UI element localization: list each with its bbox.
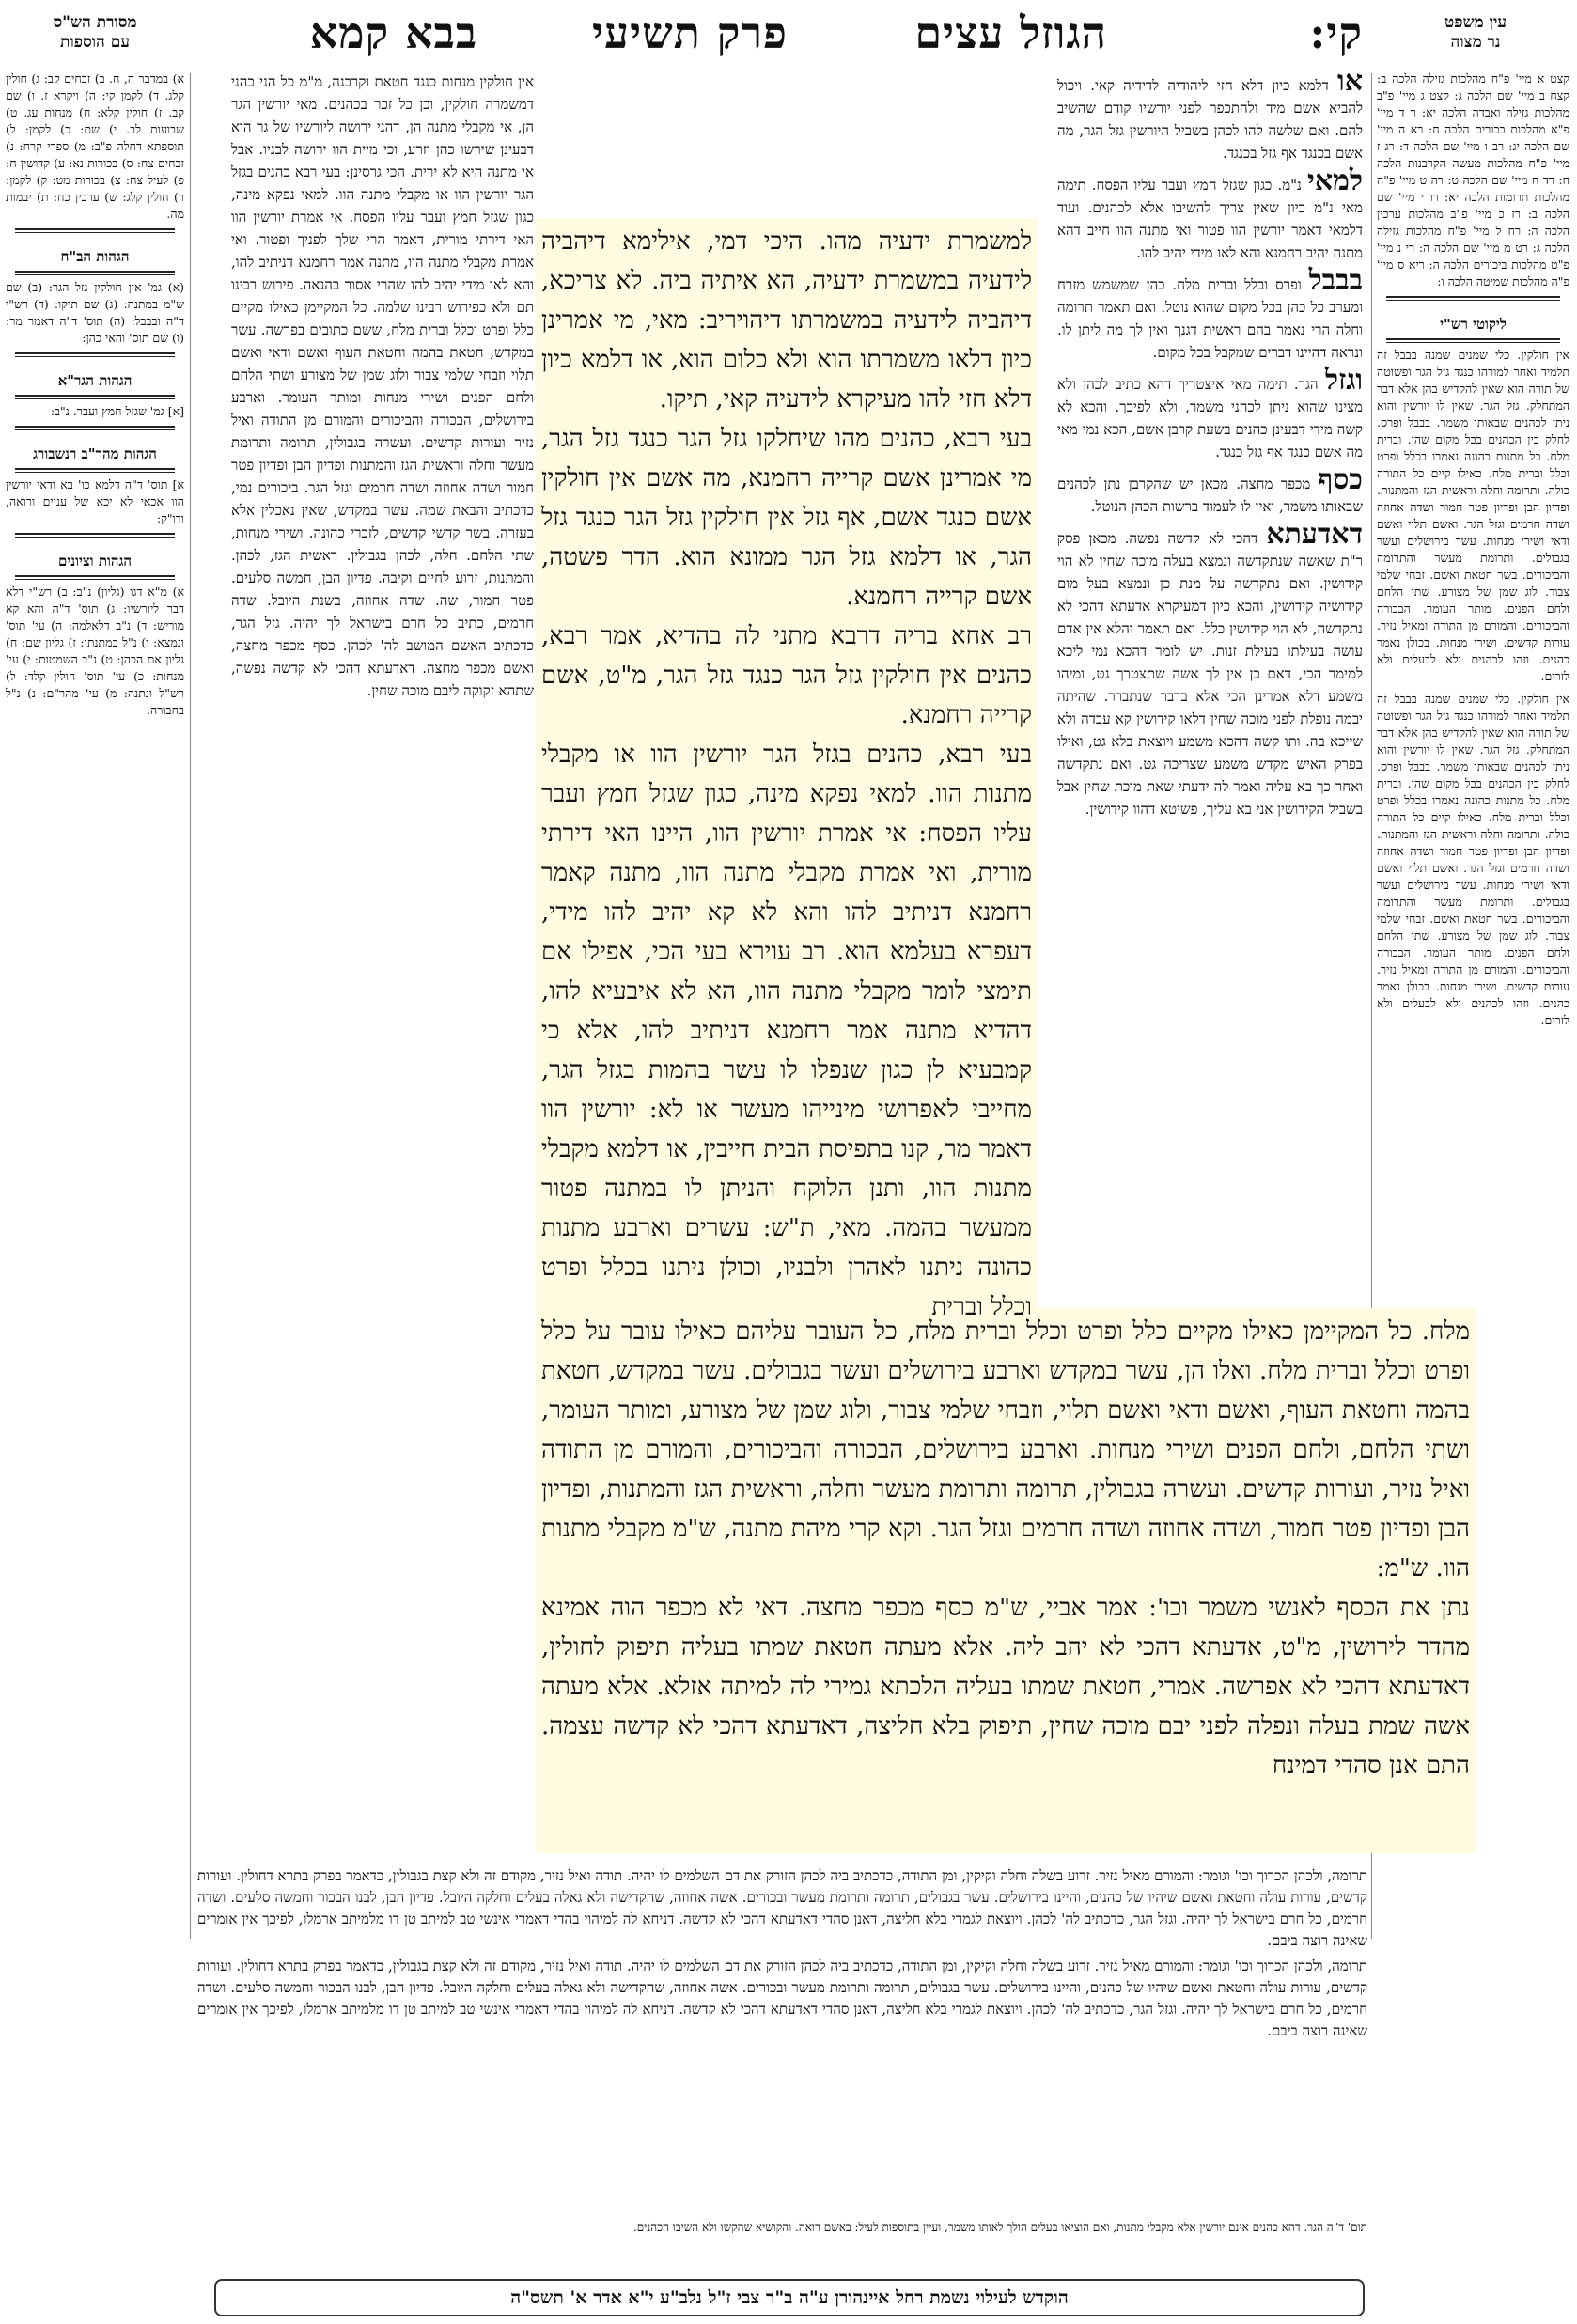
- tosafot-text: דהכי לא קדשה נפשה. מכאן פסק ר"ת שאשה שנתקדשה ונמצא בעלה מוכה שחין לא הוי קידושין. ואם נתקדשה על מנת כן ונמצא בעל מום קידושיה קידושין, והכא כיון דמעיקרא אדעתא דהכי לא נתקדשה, לא הוי קידושין כלל. ואם תאמר והלא אין אדם עושה בעילתו בעילת זנות. יש לומר דהכא נמי ליכא למימר הכי, דאם כן אין לך אשה שתצטרך גט, ומיהו משמע דלא אמרינן הכי אלא בדבר שנתברר. שהיתה יבמה נופלת לפני מוכה שחין דלאו קידושין קא עבדה ולא שייכא בה. ותו קשה דהכא משמע ויוצאת בלא גט, ואילו בפרק האיש מקדש משמע שצריכה גט. ואם נתקדשה ואחר כך בא עליה ואמר לה ידעתי שאת מוכת שחין אבל בשביל הקידושין אני בא עליך, פשיטא דהוו קידושין.: [1057, 530, 1363, 818]
- footnote-text: תום' ד"ה הגר. דהא כהנים אינם יורשין אלא מקבלי מתנות, ואם הוציאו בעלים הולך לאותו משמר, ועיין בתוספות לעיל: באשם רואה. והקושיא שהקשו ולא השיבו הכהנים.: [632, 2221, 1367, 2234]
- tosafot-text: דלמא כיון דלא חזי ליהודיה לדידיה קאי. ויכול להביא אשם מיד ולהתכפר לפני יורשיו קודם שהשיב להם. ואם שלשה להו לכהן בשביל היורשין גזל הגר, מה אשם בכנגד אף גזל בכנגד.: [1057, 77, 1363, 162]
- dibbur-hamatchil: או: [1337, 65, 1363, 98]
- tosafot-text: מכפר מחצה. מכאן יש שהקרבן נתן לכהנים שבאותו משמר, ואין לו לעמוד ברשות הכהן הנוטל.: [1057, 476, 1363, 515]
- tosafot-entry: [1057, 518, 1363, 820]
- ein-mishpat-label: עין משפט נר מצוה: [1444, 13, 1507, 52]
- dibbur-hamatchil: למאי: [1307, 164, 1363, 197]
- bottom-commentary-text-cont: תרומה, ולכהן הכרוך וכו' וגומר: והמורם מאיל נזיר. זרוע בשלה וחלה וקיקין, ומן התודה, כדכתיב ביה לכהן הזורק את דם השלמים לו יהיה. תודה ואיל נזיר, מקודם זה ולא קצת בגבולין, כדאמר בפרק בתרא דחולין. ועורות קדשים, עורות עולה וחטאת ואשם שיהיו של כהנים, והיינו בירושלים. עשר בגבולים, תרומה ותרומת מעשר ובכורים. אשה אחוזה, שהקדישה ולא גאלה בעלים וחלקה היובל. פדיון הבן, לבנו הבכור וחמשה סלעים. ושדה חרמים, כל חרם בישראל לך יהיה. וגזל הגר, כדכתיב לה' לכהן. ויוצאת לגמרי בלא חליצה, דאנן סהדי דאדעתא דהכי לא קדשה. דניחא לה למיהוי בהדי דאמרי אינשי טב למיתב טן דו מלמיתב ארמלו, לפיכך אין אומרים שאינה רוצה ביבם.: [197, 1957, 1367, 2039]
- tosafot-entry: [1057, 164, 1363, 264]
- gemara-text-lower: [541, 1312, 1470, 1849]
- chapter-name: הגוזל עצים: [914, 8, 1107, 58]
- tosafot-column: [1057, 65, 1363, 1292]
- dibbur-hamatchil: וגזל: [1325, 364, 1363, 397]
- gemara-paragraph: למשמרת ידעיה מהו. היכי דמי, אילימא דיהביה לידעיה במשמרת ידעיה, הא איתיה ביה. לא צריכא, דיהביה לידעיה במשמרתו דיהויריב: מאי, מי אמרינן כיון דלאו משמרתו הוא ולא כלום הוא, או דלמא כיון דלא חזי להו מעיקרא לידעיה קאי, תיקו.: [541, 227, 1032, 413]
- likutei-rashi-text-cont: אין חולקין. כלי שמנים שמנה בבבל זה תלמיד ואחר למורהו כנגד גזל הגר ופשוטה של תורה הוא שאין להקדיש בהן אלא דבר המתחלק. גזל הגר. שאין לו יורשין והוא ניתן לכהנים שבאותו משמר. בבבל ופרס. לחלק בין הכהנים בכל מקום שהן. וברית מלח. כל מתנות כהונה נאמרו בכלל ופרט וכלל וברית מלח. כאילו קיים כל התורה כולה. ותרומה וחלה וראשית הגז והמתנות. ופדיון הבן ופדיון פטר חמור ושדה אחוזה ושדה חרמים וגזל הגר. ואשם תלוי ואשם ודאי ושירי מנחות. עשר בירושלים ועשר בגבולים. ותרומת מעשר והתרומה והביכורים. בשר חטאת ואשם. זבחי שלמי צבור. לוג שמן של מצורע. שתי הלחם ולחם הפנים. מותר העומר. הבכורה והביכורים. והמורם מן התודה ומאיל נזיר. עורות קדשים. ושירי מנחות. בכולן נאמר כהנים. וזהו לכהנים ולא לבעלים ולא לזרים.: [1377, 692, 1569, 1027]
- section-divider: [15, 271, 175, 275]
- hagahot-maharsha-text: א] תוס' ד"ה דלמא כו' בא ודאי יורשין הוו אכאי לא יכא של עניים ורואה, ודו"ק:: [6, 477, 184, 525]
- tosafot-text: נ"מ. כגון שגזל חמץ ועבר עליו הפסח. תימה מאי נ"מ כיון שאין צריך להשיבו אלא לכהנים. ועוד דלמאי דאמר יורשין הוו פטור ואי מתנה הוו חייב דהא מתנה יהיב רחמנא והא לאו מידי יהיב להו.: [1057, 177, 1363, 261]
- footnote-line: [197, 2220, 1367, 2254]
- hagahot-habach-text: (א) גמ' אין חולקין גזל הגר: (ב) שם ש"מ במתנה: (ג) שם תיקו: (ד) רש"י ד"ה ובבבל: (ה) תוס' ד"ה דאמר מר: (ו) שם תוס' והאי כהן:: [6, 280, 184, 345]
- bottom-commentary-text: תרומה, ולכהן הכרוך וכו' וגומר: והמורם מאיל נזיר. זרוע בשלה וחלה וקיקין, ומן התודה, כדכתיב ביה לכהן הזורק את דם השלמים לו יהיה. תודה ואיל נזיר, מקודם זה ולא קצת בגבולין, כדאמר בפרק בתרא דחולין. ועורות קדשים, עורות עולה וחטאת ואשם שיהיו של כהנים, והיינו בירושלים. עשר בגבולים, תרומה ותרומת מעשר ובכורים. אשה אחוזה, שהקדישה ולא גאלה בעלים וחלקה היובל. פדיון הבן, לבנו הבכור וחמשה סלעים. ושדה חרמים, כל חרם בישראל לך יהיה. וגזל הגר, כדכתיב לה' לכהן. ויוצאת לגמרי בלא חליצה, דאנן סהדי דאדעתא דהכי לא קדשה. דניחא לה למיהוי בהדי דאמרי אינשי טב למיתב טן דו מלמיתב ארמלו, לפיכך אין אומרים שאינה רוצה ביבם.: [197, 1867, 1367, 1949]
- left-margin-column: [6, 70, 184, 1950]
- likutei-rashi-text: אין חולקין. כלי שמנים שמנה בבבל זה תלמיד ואחר למורהו כנגד גזל הגר ופשוטה של תורה הוא שאין להקדיש בהן אלא דבר המתחלק. גזל הגר. שאין לו יורשין והוא ניתן לכהנים שבאותו משמר. בבבל ופרס. לחלק בין הכהנים בכל מקום שהן. וברית מלח. כל מתנות כהונה נאמרו בכלל ופרט וכלל וברית מלח. כאילו קיים כל התורה כולה. ותרומה וחלה וראשית הגז והמתנות. ופדיון הבן ופדיון פטר חמור ושדה אחוזה ושדה חרמים וגזל הגר. ואשם תלוי ואשם ודאי ושירי מנחות. עשר בירושלים ועשר בגבולים. ותרומת מעשר והתרומה והביכורים. בשר חטאת ואשם. זבחי שלמי צבור. לוג שמן של מצורע. שתי הלחם ולחם הפנים. מותר העומר. הבכורה והביכורים. והמורם מן התודה ומאיל נזיר. עורות קדשים. ושירי מנחות. בכולן נאמר כהנים. וזהו לכהנים ולא לבעלים ולא לזרים.: [1377, 348, 1569, 683]
- tractate-name: בבא קמא: [309, 8, 477, 58]
- hagahot-hagra-title: הגהות הגר"א: [57, 372, 133, 389]
- gemara-paragraph: נתן את הכסף לאנשי משמר וכו': אמר אביי, ש"מ כסף מכפר מחצה. דאי לא מכפר הוה אמינא מהדר לירושין, מ"ט, אדעתא דהכי לא יהב ליה. אלא מעתה חטאת שמתו בעליה תיפוק לחולין, דאדעתא דהכי לא אפרשה. אמרי, חטאת שמתו בעליה הלכתא גמירי לה למיתה אזלא. אלא מעתה אשה שמת בעלה ונפלה לפני יבם מוכה שחין, תיפוק בלא חליצה, דאדעתא דהכי לא קדשה עצמה. התם אנן סהדי דמינח: [541, 1594, 1470, 1780]
- hagahot-maharsha-title: הגהות מהר"ב רנשבורג: [33, 445, 157, 462]
- dibbur-hamatchil: דאדעתא: [1266, 518, 1363, 551]
- rashi-text: אין חולקין מנחות כנגד חטאת וקרבנה, מ"מ כל הני כהני דמשמרה חולקין, וכן כל זכר בכהנים. מאי יורשין הגר הן, אי מקבלי מתנה הן, דהני ירושה ליורשיו של גר הוא דבעינן שירשו כהן וזרע, וכי מיית הוו ירושה לבניו. אבל אי מתנה היא לא ירית. הכי גרסינן: בעי רבא כהנים בגזל הגר יורשין הוו או מקבלי מתנה הוו. למאי נפקא מינה, כגון שגזל חמץ ועבר עליו הפסח. אי אמרת יורשין הוו האי דירתי מורית, דאמר הרי שלך לפניך ופטור. ואי אמרת מקבלי מתנה הוו, מתנה אמר רחמנא דניתיב להו, והא לאו מידי יהיב להו שהרי אסור בהנאה. פירוש רבינו תם ולא כפירוש רבינו שלמה. כל המקיימן כאילו מקיים כלל ופרט וכלל וברית מלח, ששם כתובים בפרשה. עשר במקדש, חטאת בהמה וחטאת העוף ואשם ודאי ואשם תלוי וזבחי שלמי צבור ולוג שמן של מצורע ושתי הלחם ולחם הפנים ושירי מנחות ומותר העומר. וארבע בירושלים, הבכורה והביכורים והמורם מן התודה ואיל נזיר ועורות קדשים. ועשרה בגבולין, תרומה ותרומת מעשר וחלה וראשית הגז והמתנות ופדיון הבן ופדיון פטר חמור ושדה אחוזה ושדה חרמים וגזל הגר. ביכורים נמי, כדכתיב והבאת שמה. עשר במקדש, שאין נאכלין אלא בעזרה. בשר קדשי קדשים, לזכרי כהונה. ושירי מנחות, שתי הלחם. חלה, לכהן בגבולין. ראשית הגז, לכהן. והמתנות, זרוע לחיים וקיבה. פדיון הבן, חמשה סלעים. פטר חמור, שה. שדה אחוזה, בשנת היובל. שדה חרמים, כתיב כל חרם בישראל לך יהיה. גזל הגר, כדכתיב האשם המושב לה' לכהן. כסף מכפר מחצה, ואשם מכפר מחצה. דאדעתא דהכי לא קדשה נפשה, שתהא זקוקה ליבם מוכה שחין.: [231, 73, 534, 699]
- likutei-rashi-title: ליקוטי רש"י: [1440, 316, 1507, 333]
- section-divider: [15, 426, 175, 430]
- section-divider: [15, 228, 175, 233]
- gemara-paragraph: מלח. כל המקיימן כאילו מקיים כלל ופרט וכלל וברית מלח, כל העובר עליהם כאילו עובר על כלל ופרט וכלל וברית מלח. ואלו הן, עשר במקדש וארבע בירושלים ועשר בגבולים. עשר במקדש, חטאת בהמה וחטאת העוף, ואשם ודאי ואשם תלוי, וזבחי שלמי צבור, ולוג שמן של מצורע, ומותר העומר, ושתי הלחם, ולחם הפנים ושירי מנחות. וארבע בירושלים, הבכורה והביכורים, והמורם מן התודה ואיל נזיר, ועורות קדשים. ועשרה בגבולין, תרומה ותרומת מעשר וחלה, וראשית הגז והמתנות, ופדיון הבן ופדיון פטר חמור, ושדה אחוזה ושדה חרמים וגזל הגר. וקא קרי מיהת מתנה, ש"מ מקבלי מתנות הוו. ש"מ:: [541, 1318, 1470, 1583]
- tosafot-entry: [1057, 364, 1363, 463]
- hagahot-vetziyunim-text: א) מ"א דגו (גליון) נ"ב: ב) רש"י דלא דבר ליורשיו: ג) תוס' ד"ה והא קא מוריש: ד) נ"ב דלאלמה: ה) עי' תוס' ונמצא: ו) נ"ל במתנתו: ז) גליון שם: ח) גליון אם הכהן: ט) נ"ב השמטות: י) עי' מנחות: כ) עי' תוס' חולין קלד: ל) רש"ל ונתנה: מ) עי' מהר"ם: נ) נ"ל בחבורה:: [6, 585, 184, 717]
- rashi-column: [231, 70, 534, 1875]
- section-divider: [1386, 296, 1560, 301]
- tosafot-text: ופרס ובלל וברית מלח. כהן שמשמש מזרח ומערב כל כהן בכל מקום שהוא נוטל. ואם תאמר תרומה וחלה הרי נאמר בהם ראשית דגנך ואין לך מה ליתן לו. ונראה דהיינו דברים שמקבל בכל מקום.: [1057, 276, 1363, 361]
- masoret-label: מסורת הש"ס עם הוספות: [53, 13, 137, 52]
- section-divider: [15, 468, 175, 473]
- hagahot-vetziyunim-title: הגהות וציונים: [57, 553, 133, 569]
- gemara-paragraph: רב אחא בריה דרבא מתני לה בהדיא, אמר רבא, כהנים אין חולקין גזל הגר כנגד גזל הגר, מ"ט, אשם קרייה רחמנא.: [541, 622, 1032, 729]
- dibbur-hamatchil: בבבל: [1308, 264, 1363, 297]
- section-divider: [15, 352, 175, 357]
- masoret-hashas-text: א) במדבר ה, ח. ב) זבחים קב: ג) חולין קלג. ד) לקמן קי: ה) ויקרא ז. ו) שם קב. ז) חולין קלא: ח) מנחות עג. ט) שבועות לב. י) שם: כ) לקמן: ל) תוספתא דחלה פ"ב: מ) ספרי קרח: נ) זבחים צח: ס) בכורות נא: ע) קדושין ח: פ) לעיל צח: צ) בכורות מט: ק) לקמן: ר) חולין קלג: ש) ערכין כח: ת) יבמות מה.: [6, 71, 184, 221]
- tosafot-entry: [1057, 264, 1363, 364]
- gemara-text-upper: [541, 222, 1032, 1321]
- section-divider: [1386, 338, 1560, 343]
- right-margin-column: [1377, 70, 1569, 2260]
- chapter-title: פרק תשיעי: [591, 8, 788, 58]
- margin-divider-left: [190, 73, 191, 1939]
- dibbur-hamatchil: כסף: [1318, 463, 1363, 496]
- gemara-paragraph: בעי רבא, כהנים בגזל הגר יורשין הוו או מקבלי מתנות הוו. למאי נפקא מינה, כגון שגזל חמץ ועבר עליו הפסח: אי אמרת יורשין הוו, היינו האי דירתי מורית, ואי אמרת מקבלי מתנה הוו, מתנה קאמר רחמנא דניתיב להו והא לא קא יהיב להו מידי, דעפרא בעלמא הוא. רב עוירא בעי הכי, אפילו אם תימצי לומר מקבלי מתנה הוו, הא לא איבעיא להו, דהדיא מתנה אמר רחמנא דניתיב להו, אלא כי קמבעיא לן כגון שנפלו לו עשר בהמות בגזל הגר, מחייבי לאפרושי מינייהו מעשר או לא: יורשין הוו דאמר מר, קנו בתפיסת הבית חייבין, או דלמא מקבלי מתנות הוו, ותנן הלוקח והניתן לו במתנה פטור ממעשר בהמה. מאי, ת"ש: עשרים וארבע מתנות כהונה ניתנו לאהרן ולבניו, וכולן ניתנו בכלל ופרט וכלל וברית: [541, 741, 1032, 1321]
- dedication-box: [214, 2279, 1365, 2316]
- dedication-text: הוקדש לעילוי נשמת רחל איינהורן ע"ה ב"ר צבי ז"ל נלב"ע י"א אדר א' תשס"ה: [510, 2286, 1069, 2308]
- gemara-paragraph: בעי רבא, כהנים מהו שיחלקו גזל הגר כנגד גזל הגר, מי אמרינן אשם קרייה רחמנא, מה אשם אין חולקין אשם כנגד אשם, אף גזל אין חולקין גזל הגר כנגד גזל הגר, או דלמא גזל הגר ממונא הוא. הדר פשטה, אשם קרייה רחמנא.: [541, 425, 1032, 611]
- section-divider: [15, 395, 175, 399]
- page-number: קי:: [1309, 8, 1363, 58]
- section-divider: [15, 533, 175, 538]
- ein-mishpat-text: קצט א מיי' פ"ח מהלכות גזילה הלכה ב: קצח ב מיי' שם הלכה ג: קצט ג מיי' פ"ב מהלכות גזילה ואבדה הלכה יא: ר ד מיי' פ"א מהלכות בכורים הלכה ח: רא ה מיי' שם הלכה יג: רב ו מיי' שם הלכה ד: רג ז מיי' פ"ח מהלכות מעשה הקרבנות הלכה ח: רד ח מיי' שם הלכה ט: רה ט מיי' פ"ה מהלכות תרומות הלכה יא: רו י מיי' שם הלכה ב: רז כ מיי' פ"ב מהלכות ערכין הלכה ה: רח ל מיי' פ"ח מהלכות גזילה הלכה ג: רט מ מיי' שם הלכה ה: רי נ מיי' פ"ט מהלכות ביכורים הלכה ה: ריא ס מיי' פ"ה מהלכות שמיטה הלכה ו:: [1377, 71, 1569, 289]
- section-divider: [15, 575, 175, 580]
- page-header: [0, 8, 1577, 66]
- hagahot-habach-title: הגהות הב"ח: [60, 248, 130, 265]
- tosafot-entry: [1057, 463, 1363, 518]
- bottom-commentary: [197, 1865, 1367, 2213]
- hagahot-hagra-text: [א] גמ' שגזל חמץ ועבר. נ"ב:: [50, 404, 184, 418]
- tosafot-text: הגר. תימה מאי איצטריך דהא כתיב לכהן ולא מצינו שהוא ניתן לכהני משמר, ולא לפיכך. והכא לא קשה מידי דבעינן כהנים בשעת קרבן אשם, הכא נמי מאי מה אשם כנגד אף גזל כנגד.: [1057, 376, 1363, 460]
- tosafot-entry: [1057, 65, 1363, 164]
